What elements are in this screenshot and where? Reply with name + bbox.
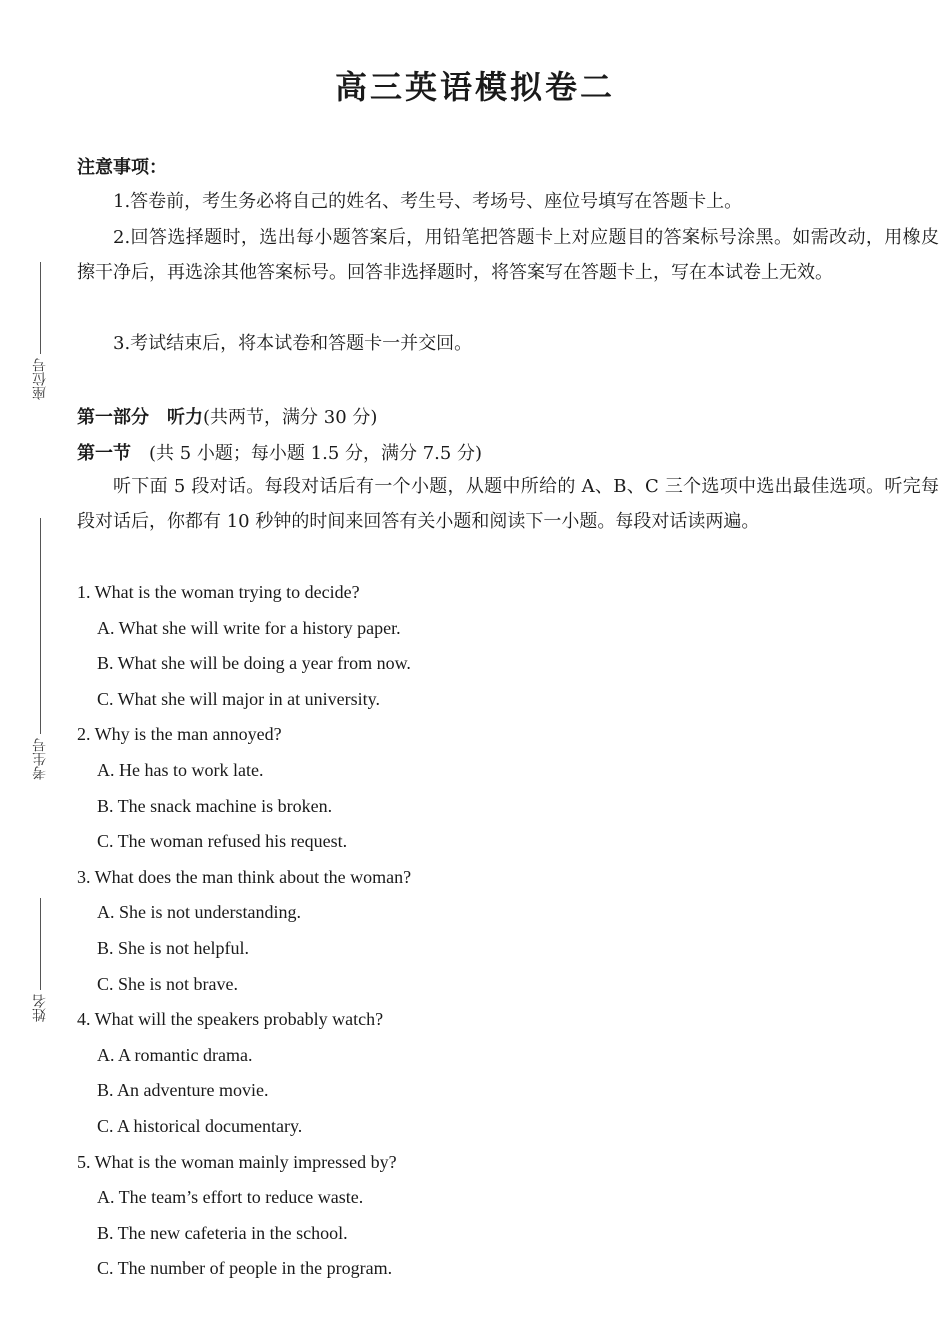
section1-instructions: 听下面 5 段对话。每段对话后有一个小题，从题中所给的 A、B、C 三个选项中选出最佳选项。听完每段对话后，你都有 10 秒钟的时间来回答有关小题和阅读下一小题。每段对话读两遍。 <box>77 476 939 532</box>
question-2-option-a: A. He has to work late. <box>97 760 264 780</box>
question-4-option-a: A. A romantic drama. <box>97 1045 253 1065</box>
question-1-option-a: A. What she will write for a history paper. <box>97 618 401 638</box>
question-3-option-b: B. She is not helpful. <box>97 938 249 958</box>
seat-number-label: 座位号 <box>32 358 48 400</box>
seat-number-line <box>40 262 41 354</box>
question-3-stem: 3. What does the man think about the woman? <box>77 867 412 887</box>
question-3-option-c: C. She is not brave. <box>97 974 238 994</box>
question-4-option-b: B. An adventure movie. <box>97 1080 269 1100</box>
candidate-number-label: 考生号 <box>32 738 48 780</box>
name-line <box>40 898 41 990</box>
candidate-number-line <box>40 518 41 734</box>
page-title: 高三英语模拟卷二 <box>334 68 615 106</box>
name-label: 姓名 <box>32 994 48 1022</box>
section1-note: (共 5 小题；每小题 1.5 分，满分 7.5 分) <box>149 443 483 464</box>
question-3-option-a: A. She is not understanding. <box>97 902 301 922</box>
question-4-stem: 4. What will the speakers probably watch? <box>77 1009 384 1029</box>
question-1-stem: 1. What is the woman trying to decide? <box>77 582 360 602</box>
question-2-stem: 2. Why is the man annoyed? <box>77 724 282 744</box>
notice-heading: 注意事项： <box>77 157 167 178</box>
part1-heading-row <box>77 403 377 429</box>
name-field <box>28 898 52 1022</box>
question-5-option-a: A. The team’s effort to reduce waste. <box>97 1187 364 1207</box>
question-4-option-c: C. A historical documentary. <box>97 1116 303 1136</box>
notice-item-1: 1.答卷前，考生务必将自己的姓名、考生号、考场号、座位号填写在答题卡上。 <box>113 191 743 212</box>
question-1-option-b: B. What she will be doing a year from now. <box>97 653 411 673</box>
question-5-stem: 5. What is the woman mainly impressed by? <box>77 1152 397 1172</box>
section1-heading: 第一节 <box>77 443 131 464</box>
section1-heading-row <box>77 439 482 465</box>
question-5-option-b: B. The new cafeteria in the school. <box>97 1223 348 1243</box>
notice-item-3: 3.考试结束后，将本试卷和答题卡一并交回。 <box>113 333 473 354</box>
part1-note: (共两节，满分 30 分) <box>203 407 378 428</box>
candidate-number-field <box>28 518 52 780</box>
part1-heading: 第一部分 听力 <box>77 407 203 428</box>
question-2-option-c: C. The woman refused his request. <box>97 831 348 851</box>
question-5-option-c: C. The number of people in the program. <box>97 1258 393 1278</box>
seat-number-field <box>28 262 52 400</box>
notice-item-2: 2.回答选择题时，选出每小题答案后，用铅笔把答题卡上对应题目的答案标号涂黑。如需改动，用橡皮擦干净后，再选涂其他答案标号。回答非选择题时，将答案写在答题卡上，写在本试卷上无效。 <box>77 227 939 283</box>
question-2-option-b: B. The snack machine is broken. <box>97 796 333 816</box>
question-1-option-c: C. What she will major in at university. <box>97 689 380 709</box>
